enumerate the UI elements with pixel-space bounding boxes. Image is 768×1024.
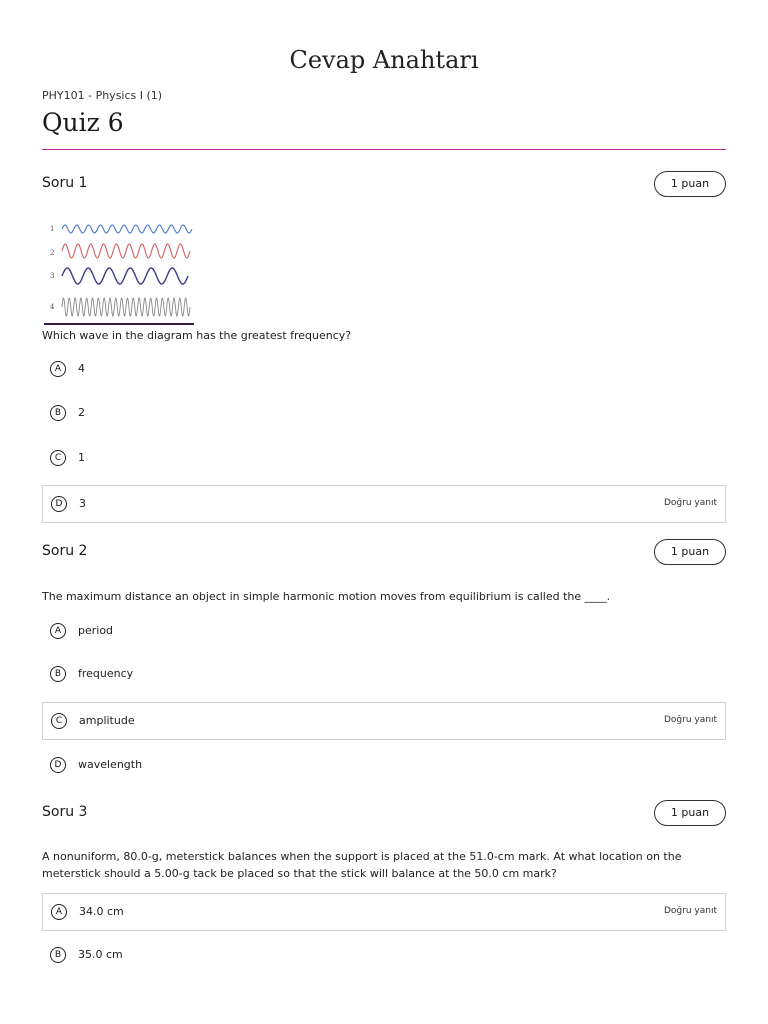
wave-label-1: 1 xyxy=(50,225,55,233)
wave-2 xyxy=(62,244,190,258)
question-2-option-c[interactable] xyxy=(42,702,726,740)
option-text: 4 xyxy=(78,362,85,375)
question-1-title: Soru 1 xyxy=(42,175,88,191)
correct-answer-label: Doğru yanıt xyxy=(664,498,717,508)
course-name: PHY101 - Physics I (1) xyxy=(42,89,163,102)
question-3-option-a[interactable] xyxy=(42,893,726,931)
option-text: amplitude xyxy=(79,714,135,727)
question-2-points-badge: 1 puan xyxy=(654,539,726,565)
option-text: 35.0 cm xyxy=(78,948,123,961)
wave-diagram xyxy=(42,214,198,328)
option-letter: B xyxy=(50,666,66,682)
question-3-title: Soru 3 xyxy=(42,804,88,820)
question-1-header xyxy=(42,171,726,197)
wave-label-2: 2 xyxy=(50,249,55,257)
option-text: 34.0 cm xyxy=(79,905,124,918)
option-letter: A xyxy=(50,361,66,377)
question-3-points-badge: 1 puan xyxy=(654,800,726,826)
option-letter: C xyxy=(51,713,67,729)
question-1-points-badge: 1 puan xyxy=(654,171,726,197)
question-2-text: The maximum distance an object in simple harmonic motion moves from equilibrium is called the ____. xyxy=(42,590,611,603)
wave-label-4: 4 xyxy=(50,303,55,311)
option-text: 2 xyxy=(78,406,85,419)
wave-1 xyxy=(62,225,192,233)
option-letter: A xyxy=(51,904,67,920)
option-letter: D xyxy=(50,757,66,773)
question-2-option-b[interactable] xyxy=(42,656,726,694)
option-letter: B xyxy=(50,947,66,963)
option-letter: A xyxy=(50,623,66,639)
question-3-option-b[interactable] xyxy=(42,937,726,975)
option-letter: D xyxy=(51,496,67,512)
correct-answer-label: Doğru yanıt xyxy=(664,906,717,916)
option-text: frequency xyxy=(78,667,134,680)
option-text: period xyxy=(78,624,114,637)
header-divider xyxy=(42,149,726,150)
question-2-header xyxy=(42,539,726,565)
wave-label-3: 3 xyxy=(50,272,55,280)
option-letter: B xyxy=(50,405,66,421)
question-1-option-c[interactable] xyxy=(42,440,726,478)
wave-4 xyxy=(62,298,190,316)
option-text: 3 xyxy=(79,497,86,510)
question-3-header xyxy=(42,800,726,826)
question-3-text: A nonuniform, 80.0-g, meterstick balances when the support is placed at the 51.0-cm mark. At what location on the meterstick should a 5.00-g tack be placed so that the stick will balance at the 50.0 cm mark? xyxy=(42,850,682,880)
question-1-option-d[interactable] xyxy=(42,485,726,523)
wave-3 xyxy=(62,268,188,284)
question-2-option-a[interactable] xyxy=(42,613,726,651)
quiz-title: Quiz 6 xyxy=(42,108,124,137)
page-heading: Cevap Anahtarı xyxy=(289,46,479,74)
question-1-option-b[interactable] xyxy=(42,395,726,433)
option-text: wavelength xyxy=(78,758,143,771)
option-text: 1 xyxy=(78,451,85,464)
question-2-title: Soru 2 xyxy=(42,543,88,559)
question-1-option-a[interactable] xyxy=(42,351,726,389)
option-letter: C xyxy=(50,450,66,466)
correct-answer-label: Doğru yanıt xyxy=(664,715,717,725)
question-2-option-d[interactable] xyxy=(42,747,726,785)
question-1-text: Which wave in the diagram has the greatest frequency? xyxy=(42,329,352,342)
